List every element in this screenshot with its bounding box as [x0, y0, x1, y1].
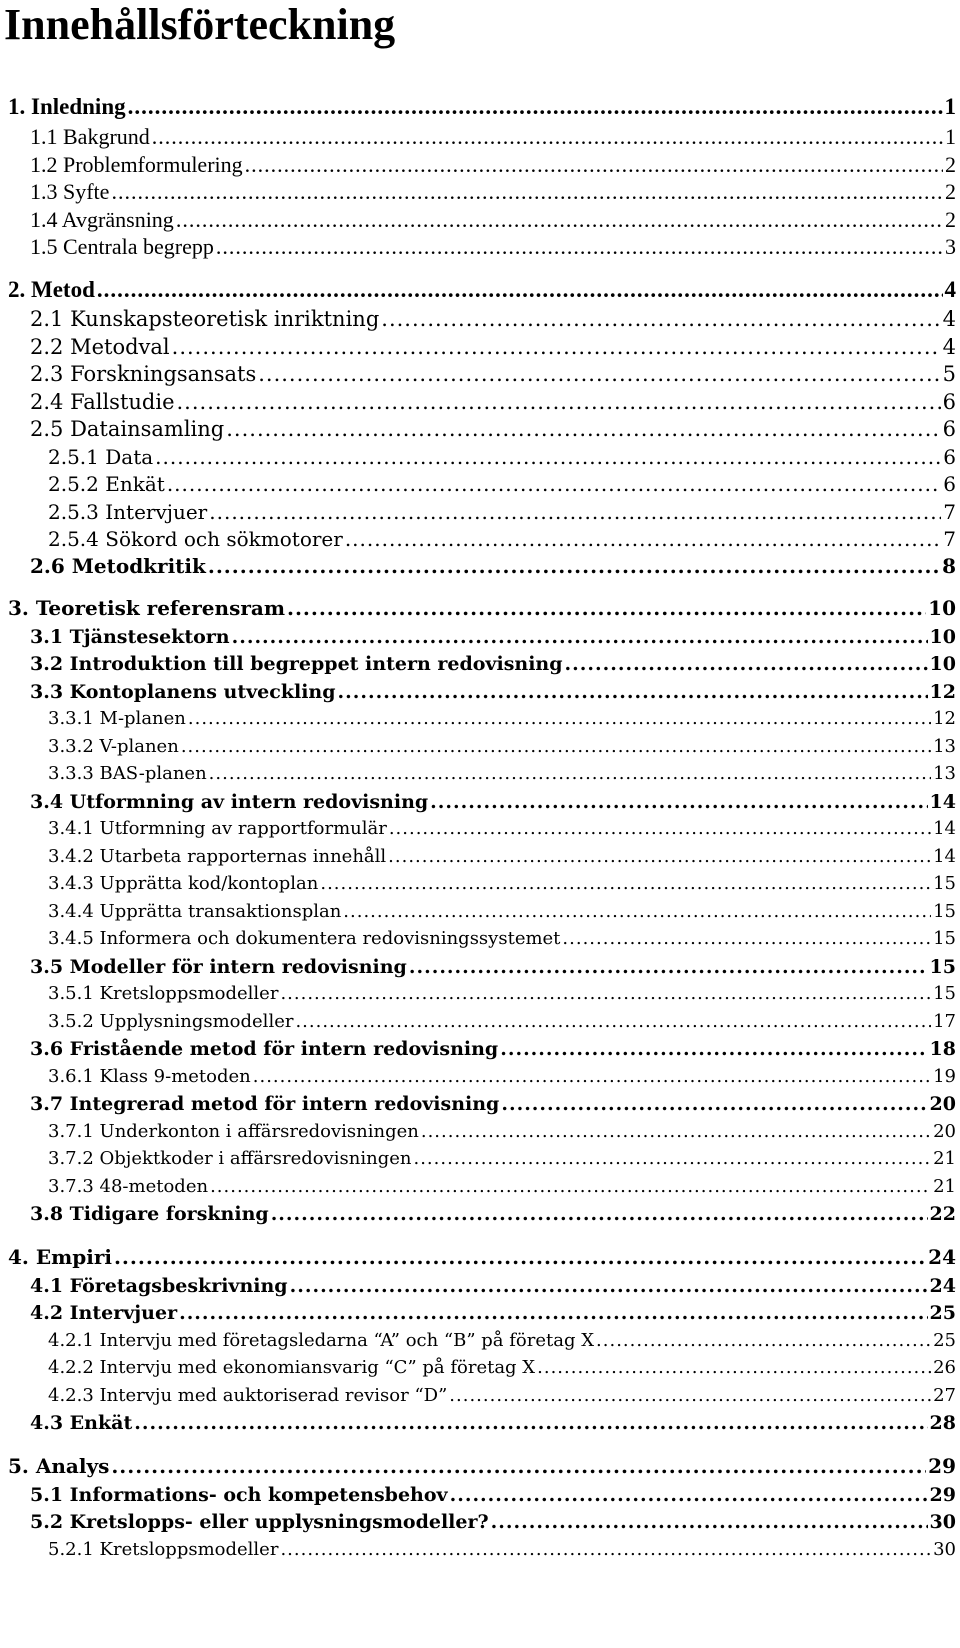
- toc-entry[interactable]: [30, 151, 956, 179]
- toc-entry[interactable]: [8, 1452, 956, 1480]
- toc-entry-page-number: 10: [929, 626, 956, 648]
- toc-entry[interactable]: [48, 843, 956, 871]
- toc-entry-label: 3.3.1 M-planen: [48, 708, 186, 729]
- toc-entry-page-number: 21: [933, 1176, 956, 1197]
- toc-dot-leader: [152, 123, 943, 151]
- toc-entry-label: 5. Analys: [8, 1454, 110, 1478]
- toc-entry[interactable]: [30, 388, 956, 416]
- toc-dot-leader: [287, 594, 926, 622]
- toc-dot-leader: [450, 1481, 928, 1509]
- toc-entry-label: 3. Teoretisk referensram: [8, 596, 285, 620]
- toc-entry-page-number: 10: [928, 596, 956, 620]
- toc-dot-leader: [271, 1200, 928, 1228]
- toc-dot-leader: [388, 843, 931, 871]
- toc-entry-label: 3.8 Tidigare forskning: [30, 1203, 269, 1225]
- toc-dot-leader: [389, 815, 931, 843]
- toc-entry-label: 2.5.3 Intervjuer: [48, 500, 208, 524]
- toc-entry-label: 1.3 Syfte: [30, 179, 110, 204]
- toc-entry-page-number: 15: [933, 901, 956, 922]
- toc-entry[interactable]: [48, 525, 956, 553]
- toc-entry-page-number: 7: [943, 500, 956, 524]
- toc-dot-leader: [172, 333, 941, 361]
- toc-entry-label: 5.2.1 Kretsloppsmodeller: [48, 1539, 279, 1560]
- toc-dot-leader: [208, 552, 940, 580]
- toc-dot-leader: [167, 470, 941, 498]
- toc-dot-leader: [155, 443, 941, 471]
- toc-entry-page-number: 6: [942, 390, 956, 414]
- toc-entry-page-number: 3: [945, 234, 956, 259]
- toc-entry[interactable]: [48, 470, 956, 498]
- toc-entry-label: 5.1 Informations- och kompetensbehov: [30, 1484, 448, 1506]
- toc-dot-leader: [188, 705, 931, 733]
- toc-entry-page-number: 10: [929, 653, 956, 675]
- toc-entry[interactable]: [30, 305, 956, 333]
- toc-entry-label: 4.3 Enkät: [30, 1412, 133, 1434]
- toc-entry-label: 5.2 Kretslopps- eller upplysningsmodeller?: [30, 1511, 489, 1533]
- toc-entry[interactable]: [48, 760, 956, 788]
- toc-entry[interactable]: [30, 1090, 956, 1118]
- toc-dot-leader: [210, 1173, 931, 1201]
- toc-entry[interactable]: [30, 1035, 956, 1063]
- toc-entry[interactable]: [30, 1200, 956, 1228]
- toc-entry[interactable]: [8, 594, 956, 622]
- toc-entry-label: 4.2 Intervjuer: [30, 1302, 178, 1324]
- toc-entry[interactable]: [48, 733, 956, 761]
- page-title: Innehållsförteckning: [4, 0, 396, 49]
- toc-entry-label: 1.2 Problemformulering: [30, 152, 243, 177]
- toc-entry[interactable]: [30, 1272, 956, 1300]
- toc-entry[interactable]: [8, 93, 956, 121]
- toc-entry[interactable]: [48, 1536, 956, 1564]
- toc-entry-page-number: 30: [929, 1511, 956, 1533]
- toc-dot-leader: [209, 498, 941, 526]
- toc-entry-label: 4.1 Företagsbeskrivning: [30, 1275, 288, 1297]
- toc-dot-leader: [280, 1536, 931, 1564]
- toc-dot-leader: [500, 1035, 927, 1063]
- toc-entry-page-number: 4: [942, 307, 956, 331]
- toc-entry[interactable]: [8, 1243, 956, 1271]
- toc-dot-leader: [430, 788, 927, 816]
- toc-dot-leader: [565, 650, 928, 678]
- toc-entry-page-number: 4: [942, 335, 956, 359]
- toc-dot-leader: [177, 388, 941, 416]
- toc-entry-label: 2. Metod: [8, 277, 95, 302]
- toc-entry-label: 2.1 Kunskapsteoretisk inriktning: [30, 307, 380, 331]
- toc-dot-leader: [226, 415, 940, 443]
- toc-entry-page-number: 29: [929, 1484, 956, 1506]
- toc-entry[interactable]: [48, 925, 956, 953]
- toc-dot-leader: [449, 1382, 931, 1410]
- toc-dot-leader: [232, 623, 928, 651]
- toc-entry[interactable]: [48, 1327, 956, 1355]
- toc-entry-label: 2.5 Datainsamling: [30, 417, 225, 441]
- toc-entry-label: 3.4.1 Utformning av rapportformulär: [48, 818, 387, 839]
- toc-entry-label: 3.7 Integrerad metod för intern redovisning: [30, 1093, 500, 1115]
- toc-dot-leader: [421, 1118, 931, 1146]
- toc-entry-label: 2.3 Forskningsansats: [30, 362, 257, 386]
- toc-entry-page-number: 15: [933, 873, 956, 894]
- toc-entry-page-number: 15: [929, 956, 956, 978]
- toc-dot-leader: [111, 1452, 926, 1480]
- toc-entry-label: 4.2.2 Intervju med ekonomiansvarig “C” på företag X: [48, 1357, 536, 1378]
- toc-entry-page-number: 14: [933, 846, 956, 867]
- toc-entry[interactable]: [30, 1299, 956, 1327]
- toc-entry-page-number: 17: [933, 1011, 956, 1032]
- toc-entry[interactable]: [30, 123, 956, 151]
- toc-entry-label: 2.5.1 Data: [48, 445, 154, 469]
- toc-entry-page-number: 6: [942, 417, 956, 441]
- toc-entry[interactable]: [30, 552, 956, 580]
- toc-dot-leader: [409, 953, 928, 981]
- toc-entry-page-number: 14: [929, 791, 956, 813]
- toc-entry-label: 1. Inledning: [8, 94, 126, 119]
- toc-entry-page-number: 2: [945, 207, 956, 232]
- toc-entry-page-number: 15: [933, 928, 956, 949]
- toc-dot-leader: [181, 733, 931, 761]
- toc-entry-label: 3.7.3 48-metoden: [48, 1176, 209, 1197]
- toc-entry-page-number: 19: [933, 1066, 956, 1087]
- toc-dot-leader: [209, 760, 931, 788]
- toc-entry-page-number: 22: [929, 1203, 956, 1225]
- toc-entry-label: 3.5.2 Upplysningsmodeller: [48, 1011, 294, 1032]
- toc-dot-leader: [320, 870, 931, 898]
- toc-dot-leader: [562, 925, 931, 953]
- toc-dot-leader: [258, 360, 940, 388]
- toc-entry-label: 3.4 Utformning av intern redovisning: [30, 791, 429, 813]
- toc-entry-page-number: 21: [933, 1148, 956, 1169]
- toc-entry-page-number: 8: [942, 554, 956, 578]
- toc-dot-leader: [134, 1409, 927, 1437]
- toc-entry-page-number: 13: [933, 763, 956, 784]
- toc-dot-leader: [381, 305, 940, 333]
- toc-entry-page-number: 1: [945, 124, 956, 149]
- toc-entry-label: 4. Empiri: [8, 1245, 112, 1269]
- toc-dot-leader: [345, 525, 941, 553]
- toc-entry[interactable]: [30, 206, 956, 234]
- toc-entry[interactable]: [30, 233, 956, 261]
- toc-entry-label: 4.2.1 Intervju med företagsledarna “A” och “B” på företag X: [48, 1330, 595, 1351]
- toc-entry[interactable]: [48, 1118, 956, 1146]
- toc-entry[interactable]: [48, 443, 956, 471]
- toc-dot-leader: [491, 1508, 928, 1536]
- toc-entry-page-number: 14: [933, 818, 956, 839]
- toc-entry-label: 3.6.1 Klass 9-metoden: [48, 1066, 251, 1087]
- toc-entry-label: 3.2 Introduktion till begreppet intern redovisning: [30, 653, 563, 675]
- toc-entry[interactable]: [30, 623, 956, 651]
- toc-entry[interactable]: [48, 1173, 956, 1201]
- toc-entry[interactable]: [30, 650, 956, 678]
- toc-dot-leader: [338, 678, 928, 706]
- toc-entry[interactable]: [48, 498, 956, 526]
- toc-entry-label: 3.4.4 Upprätta transaktionsplan: [48, 901, 342, 922]
- toc-dot-leader: [280, 980, 931, 1008]
- toc-dot-leader: [245, 151, 943, 179]
- toc-entry-label: 3.4.2 Utarbeta rapporternas innehåll: [48, 846, 387, 867]
- toc-entry-label: 1.4 Avgränsning: [30, 207, 174, 232]
- toc-entry[interactable]: [30, 415, 956, 443]
- toc-dot-leader: [128, 93, 943, 121]
- toc-dot-leader: [596, 1327, 931, 1355]
- toc-entry[interactable]: [30, 178, 956, 206]
- toc-entry-label: 3.7.1 Underkonton i affärsredovisningen: [48, 1121, 419, 1142]
- toc-entry[interactable]: [48, 1354, 956, 1382]
- toc-entry[interactable]: [48, 1145, 956, 1173]
- toc-entry-page-number: 25: [929, 1302, 956, 1324]
- toc-dot-leader: [343, 898, 931, 926]
- toc-entry-page-number: 1: [944, 94, 956, 119]
- toc-entry-label: 1.5 Centrala begrepp: [30, 234, 214, 259]
- toc-entry-page-number: 20: [933, 1121, 956, 1142]
- toc-entry-page-number: 29: [928, 1454, 956, 1478]
- toc-entry[interactable]: [30, 678, 956, 706]
- toc-entry[interactable]: [48, 980, 956, 1008]
- toc-entry-label: 2.6 Metodkritik: [30, 554, 206, 578]
- toc-entry-page-number: 13: [933, 736, 956, 757]
- toc-entry-label: 2.5.4 Sökord och sökmotorer: [48, 527, 343, 551]
- toc-entry-label: 1.1 Bakgrund: [30, 124, 150, 149]
- toc-entry[interactable]: [48, 1382, 956, 1410]
- toc-entry-label: 3.3.3 BAS-planen: [48, 763, 207, 784]
- toc-entry-label: 3.3.2 V-planen: [48, 736, 179, 757]
- toc-entry-label: 3.3 Kontoplanens utveckling: [30, 681, 336, 703]
- toc-entry[interactable]: [48, 1008, 956, 1036]
- toc-dot-leader: [176, 206, 943, 234]
- toc-entry-page-number: 7: [943, 527, 956, 551]
- toc-entry-page-number: 18: [929, 1038, 956, 1060]
- toc-entry-label: 2.5.2 Enkät: [48, 472, 165, 496]
- toc-entry[interactable]: [30, 360, 956, 388]
- toc-entry-label: 3.1 Tjänstesektorn: [30, 626, 230, 648]
- toc-dot-leader: [111, 178, 943, 206]
- toc-entry[interactable]: [48, 898, 956, 926]
- toc-dot-leader: [295, 1008, 931, 1036]
- toc-dot-leader: [537, 1354, 931, 1382]
- toc-entry-page-number: 24: [929, 1275, 956, 1297]
- toc-entry[interactable]: [30, 1409, 956, 1437]
- toc-entry-label: 2.4 Fallstudie: [30, 390, 175, 414]
- toc-entry-label: 2.2 Metodval: [30, 335, 170, 359]
- toc-entry-page-number: 27: [933, 1385, 956, 1406]
- toc-entry[interactable]: [30, 1481, 956, 1509]
- toc-entry-page-number: 2: [945, 179, 956, 204]
- toc-entry-page-number: 6: [943, 472, 956, 496]
- toc-entry-label: 3.5.1 Kretsloppsmodeller: [48, 983, 279, 1004]
- toc-entry[interactable]: [48, 870, 956, 898]
- toc-dot-leader: [114, 1243, 926, 1271]
- toc-entry-page-number: 25: [933, 1330, 956, 1351]
- toc-entry[interactable]: [48, 815, 956, 843]
- toc-entry-page-number: 6: [943, 445, 956, 469]
- toc-dot-leader: [216, 233, 943, 261]
- toc-dot-leader: [413, 1145, 931, 1173]
- toc-entry[interactable]: [48, 1063, 956, 1091]
- toc-dot-leader: [179, 1299, 927, 1327]
- toc-entry[interactable]: [30, 1508, 956, 1536]
- toc-entry-label: 3.6 Fristående metod för intern redovisning: [30, 1038, 499, 1060]
- toc-entry-page-number: 12: [933, 708, 956, 729]
- toc-entry[interactable]: [8, 276, 956, 304]
- toc-dot-leader: [253, 1063, 931, 1091]
- toc-entry[interactable]: [30, 333, 956, 361]
- toc-entry-label: 3.7.2 Objektkoder i affärsredovisningen: [48, 1148, 412, 1169]
- toc-entry-page-number: 30: [933, 1539, 956, 1560]
- toc-entry[interactable]: [30, 953, 956, 981]
- toc-entry-page-number: 15: [933, 983, 956, 1004]
- toc-entry[interactable]: [30, 788, 956, 816]
- toc-dot-leader: [290, 1272, 928, 1300]
- toc-dot-leader: [501, 1090, 927, 1118]
- toc-entry-label: 3.5 Modeller för intern redovisning: [30, 956, 407, 978]
- toc-entry-label: 4.2.3 Intervju med auktoriserad revisor “D”: [48, 1385, 448, 1406]
- toc-entry-page-number: 26: [933, 1357, 956, 1378]
- toc-entry-page-number: 4: [944, 277, 956, 302]
- toc-entry-label: 3.4.3 Upprätta kod/kontoplan: [48, 873, 319, 894]
- toc-dot-leader: [97, 276, 943, 304]
- toc-entry-label: 3.4.5 Informera och dokumentera redovisningssystemet: [48, 928, 561, 949]
- toc-entry-page-number: 20: [929, 1093, 956, 1115]
- toc-entry-page-number: 5: [942, 362, 956, 386]
- toc-entry-page-number: 24: [928, 1245, 956, 1269]
- toc-entry-page-number: 2: [945, 152, 956, 177]
- toc-entry-page-number: 28: [929, 1412, 956, 1434]
- toc-entry[interactable]: [48, 705, 956, 733]
- toc-entry-page-number: 12: [929, 681, 956, 703]
